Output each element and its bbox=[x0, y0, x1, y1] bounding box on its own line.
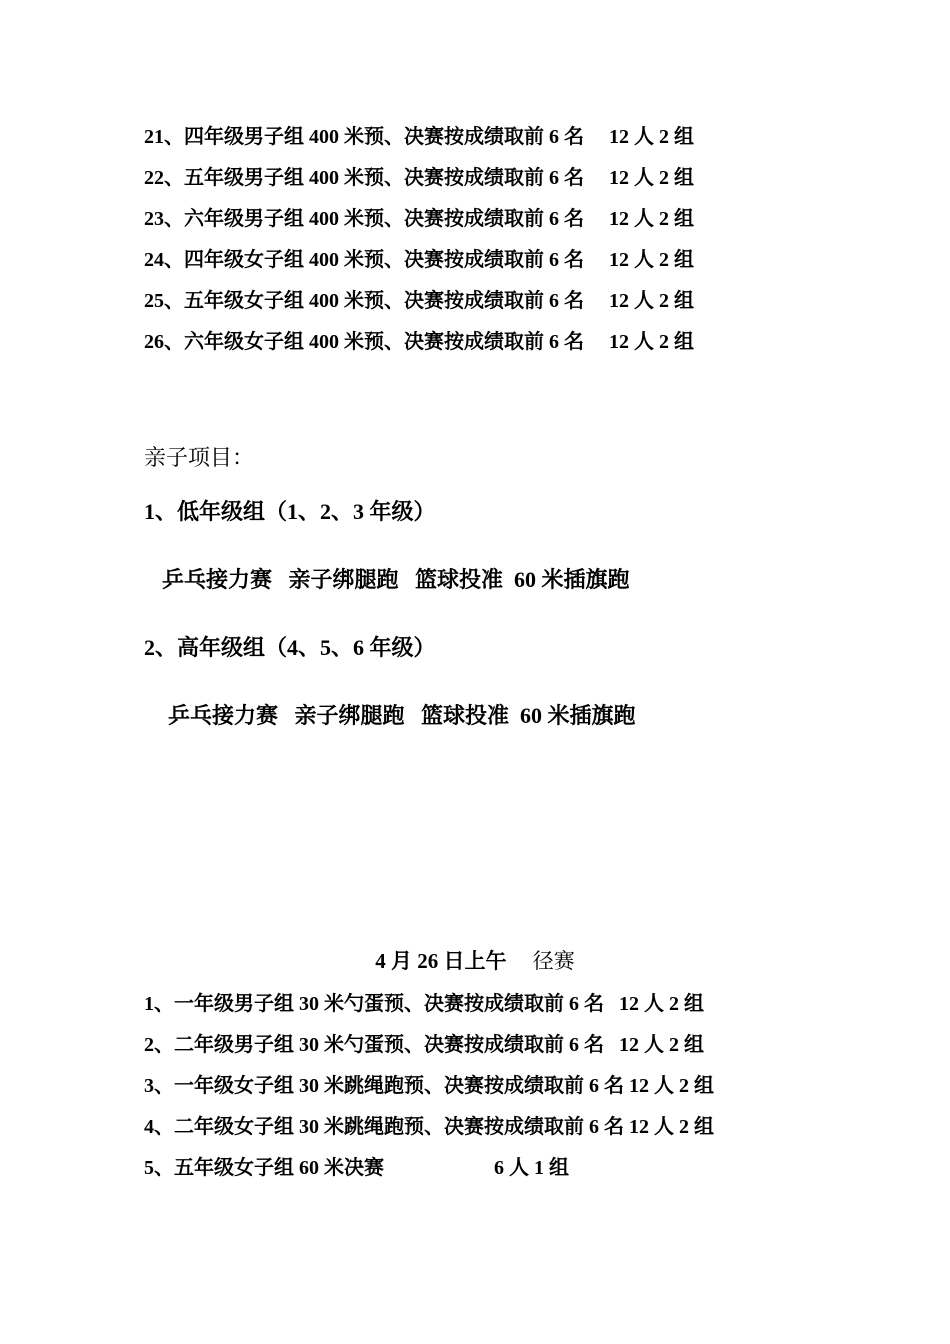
upper-grade-events: 乒乓接力赛 亲子绑腿跑 篮球投准 60 米插旗跑 bbox=[168, 703, 636, 728]
parent-child-heading: 亲子项目： bbox=[144, 445, 255, 470]
event-line-26: 26、六年级女子组 400 米预、决赛按成绩取前 6 名 12 人 2 组 bbox=[144, 331, 694, 353]
lower-grade-events: 乒乓接力赛 亲子绑腿跑 篮球投准 60 米插旗跑 bbox=[162, 567, 630, 592]
event-line-24: 24、四年级女子组 400 米预、决赛按成绩取前 6 名 12 人 2 组 bbox=[144, 249, 694, 271]
event-line-21: 21、四年级男子组 400 米预、决赛按成绩取前 6 名 12 人 2 组 bbox=[144, 126, 694, 148]
schedule-title bbox=[0, 948, 950, 974]
track-event-line-4: 4、二年级女子组 30 米跳绳跑预、决赛按成绩取前 6 名 12 人 2 组 bbox=[144, 1116, 714, 1138]
schedule-title-date: 4 月 26 日上午 bbox=[375, 949, 507, 973]
track-event-line-2: 2、二年级男子组 30 米勺蛋预、决赛按成绩取前 6 名 12 人 2 组 bbox=[144, 1034, 704, 1056]
event-line-22: 22、五年级男子组 400 米预、决赛按成绩取前 6 名 12 人 2 组 bbox=[144, 167, 694, 189]
track-event-line-1: 1、一年级男子组 30 米勺蛋预、决赛按成绩取前 6 名 12 人 2 组 bbox=[144, 993, 704, 1015]
track-event-line-5: 5、五年级女子组 60 米决赛 6 人 1 组 bbox=[144, 1157, 569, 1179]
lower-grade-group-label: 1、低年级组（1、2、3 年级） bbox=[144, 499, 436, 524]
track-event-line-3: 3、一年级女子组 30 米跳绳跑预、决赛按成绩取前 6 名 12 人 2 组 bbox=[144, 1075, 714, 1097]
upper-grade-group-label: 2、高年级组（4、5、6 年级） bbox=[144, 635, 436, 660]
schedule-title-type: 径赛 bbox=[532, 949, 575, 973]
event-line-23: 23、六年级男子组 400 米预、决赛按成绩取前 6 名 12 人 2 组 bbox=[144, 208, 694, 230]
event-line-25: 25、五年级女子组 400 米预、决赛按成绩取前 6 名 12 人 2 组 bbox=[144, 290, 694, 312]
